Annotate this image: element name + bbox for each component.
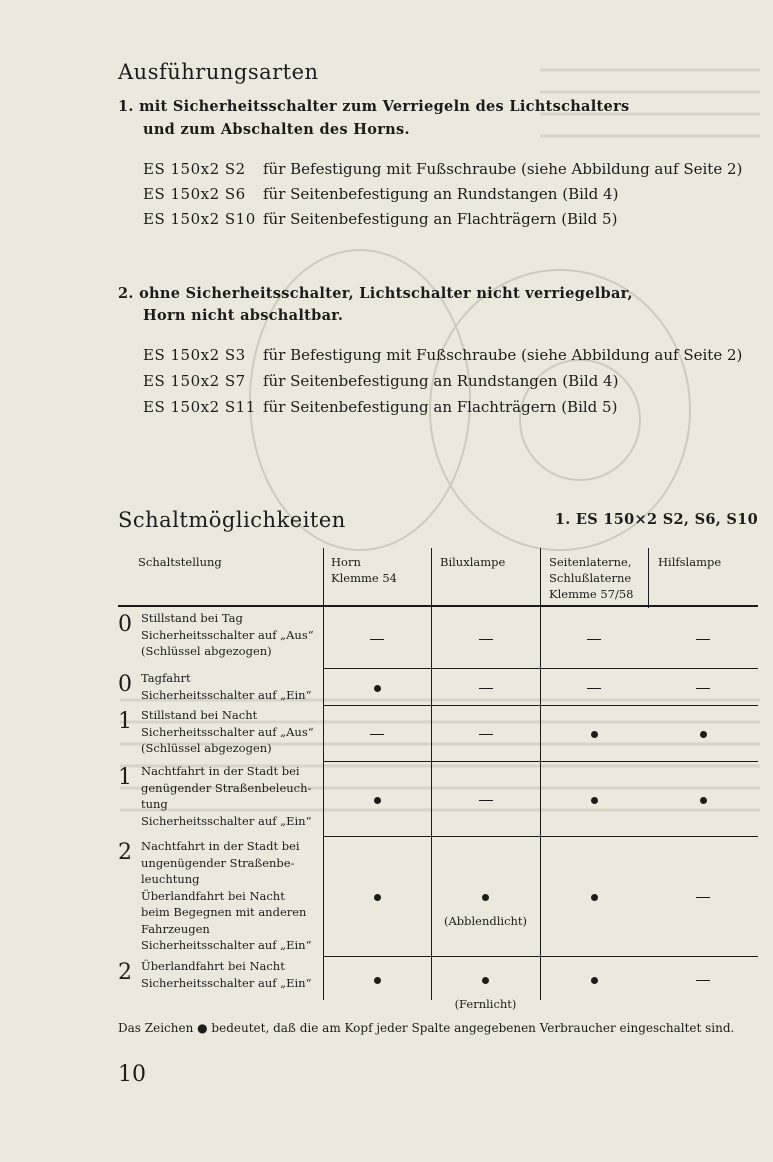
variant-code: ES 150x2 S6 [143, 185, 246, 203]
col-header-seitenlaterne: Seitenlaterne, Schlußlaterne Klemme 57/58 [549, 555, 634, 601]
row-description-line: tung [141, 797, 168, 811]
row-description-line: beim Begegnen mit anderen [141, 905, 307, 919]
off-dash [431, 793, 540, 807]
on-dot [431, 973, 540, 1011]
off-dash [431, 727, 540, 741]
group1-heading-line2: und zum Abschalten des Horns. [143, 121, 410, 138]
variant-text: für Befestigung mit Fußschraube (siehe Abbildung auf Seite 2) [263, 160, 743, 178]
off-dash [540, 632, 648, 646]
off-dash [648, 632, 758, 646]
variant-row [143, 185, 618, 203]
variant-code: ES 150x2 S7 [143, 372, 246, 390]
row-description [141, 958, 311, 991]
row-description-line: Überlandfahrt bei Nacht [141, 959, 285, 973]
table-row [118, 668, 758, 705]
variant-text: für Seitenbefestigung an Rundstangen (Bild 4) [263, 185, 619, 203]
switch-table [118, 548, 758, 1011]
variant-row [143, 210, 617, 228]
row-description-line: genügender Straßenbeleuch- [141, 780, 312, 795]
switch-position: 2 [118, 960, 132, 985]
biluxlampe-note: (Abblendlicht) [443, 914, 528, 928]
on-dot [648, 727, 758, 741]
row-description-line: Nachtfahrt in der Stadt bei [141, 839, 300, 853]
header-rule [118, 605, 758, 607]
biluxlampe-note: (Fernlicht) [454, 997, 517, 1011]
variant-text: für Seitenbefestigung an Flachträgern (Bild 5) [263, 398, 618, 416]
variant-code: ES 150x2 S10 [143, 210, 256, 228]
row-description-line: Sicherheitsschalter auf „Ein“ [141, 975, 312, 990]
off-dash [540, 681, 648, 695]
row-description-line: Überlandfahrt bei Nacht [141, 888, 285, 903]
row-description-line: (Schlüssel abgezogen) [141, 644, 272, 658]
section-title-ausfuehrungsarten: Ausführungsarten [118, 60, 319, 84]
switch-position: 2 [118, 840, 132, 865]
off-dash [648, 973, 758, 987]
row-description-line: Stillstand bei Tag [141, 611, 243, 625]
variant-row [143, 160, 742, 178]
column-divider [648, 548, 649, 608]
on-dot [431, 890, 540, 928]
variant-code: ES 150x2 S3 [143, 346, 246, 364]
row-description-line: (Schlüssel abgezogen) [141, 741, 272, 755]
row-description-line: ungenügender Straßenbe- [141, 855, 295, 870]
group1-heading-line1: 1. mit Sicherheitsschalter zum Verriegeln des Lichtschalters [118, 98, 630, 115]
switch-position: 1 [118, 765, 132, 790]
group2-heading-line1: 2. ohne Sicherheitsschalter, Lichtschalter nicht verriegelbar, [118, 285, 633, 302]
row-description-line: Tagfahrt [141, 671, 191, 685]
table-row [118, 705, 758, 761]
off-dash [648, 681, 758, 695]
row-description-line: Sicherheitsschalter auf „Aus“ [141, 724, 314, 739]
table-row [118, 608, 758, 668]
variant-code: ES 150x2 S11 [143, 398, 256, 416]
switch-position: 1 [118, 709, 132, 734]
row-description-line: Sicherheitsschalter auf „Ein“ [141, 687, 312, 702]
on-dot [540, 793, 648, 807]
variant-row [143, 398, 617, 416]
row-description-line: Sicherheitsschalter auf „Ein“ [141, 938, 312, 952]
on-dot [648, 793, 758, 807]
group2-heading-line2: Horn nicht abschaltbar. [143, 307, 344, 324]
row-description-line: Fahrzeugen [141, 921, 210, 936]
switch-position: 0 [118, 612, 132, 637]
variant-row [143, 372, 618, 390]
row-description [141, 838, 311, 954]
footnote: Das Zeichen ● bedeutet, daß die am Kopf jeder Spalte angegebenen Verbraucher eingeschaltet sind. [118, 1021, 735, 1035]
row-description-line: Sicherheitsschalter auf „Ein“ [141, 813, 312, 828]
on-dot [540, 890, 648, 904]
col-header-horn: Horn Klemme 54 [331, 555, 397, 585]
on-dot [323, 973, 431, 987]
section-title-schaltmoeglichkeiten: Schaltmöglichkeiten [118, 508, 346, 532]
row-description [141, 763, 311, 829]
on-dot [323, 890, 431, 904]
on-dot [540, 727, 648, 741]
off-dash [323, 727, 431, 741]
page-number: 10 [118, 1062, 146, 1087]
on-dot [540, 973, 648, 987]
row-description [141, 707, 314, 757]
table-row [118, 836, 758, 956]
variant-text: für Seitenbefestigung an Rundstangen (Bild 4) [263, 372, 619, 390]
row-description-line: Sicherheitsschalter auf „Aus“ [141, 627, 314, 642]
section-subtitle: 1. ES 150×2 S2, S6, S10 [554, 511, 758, 528]
col-header-schaltstellung: Schaltstellung [138, 555, 222, 569]
variant-text: für Befestigung mit Fußschraube (siehe Abbildung auf Seite 2) [263, 346, 743, 364]
row-description [141, 610, 314, 660]
row-description [141, 670, 311, 703]
off-dash [323, 632, 431, 646]
row-description-line: Nachtfahrt in der Stadt bei [141, 764, 300, 778]
variant-text: für Seitenbefestigung an Flachträgern (Bild 5) [263, 210, 618, 228]
row-description-line: leuchtung [141, 872, 200, 886]
on-dot [323, 793, 431, 807]
table-row [118, 956, 758, 1011]
table-row [118, 761, 758, 836]
off-dash [648, 890, 758, 904]
col-header-biluxlampe: Biluxlampe [440, 555, 506, 569]
switch-position: 0 [118, 672, 132, 697]
variant-row [143, 346, 742, 364]
variant-code: ES 150x2 S2 [143, 160, 246, 178]
on-dot [323, 681, 431, 695]
off-dash [431, 632, 540, 646]
col-header-hilfslampe: Hilfslampe [658, 555, 722, 569]
off-dash [431, 681, 540, 695]
row-description-line: Stillstand bei Nacht [141, 708, 258, 722]
